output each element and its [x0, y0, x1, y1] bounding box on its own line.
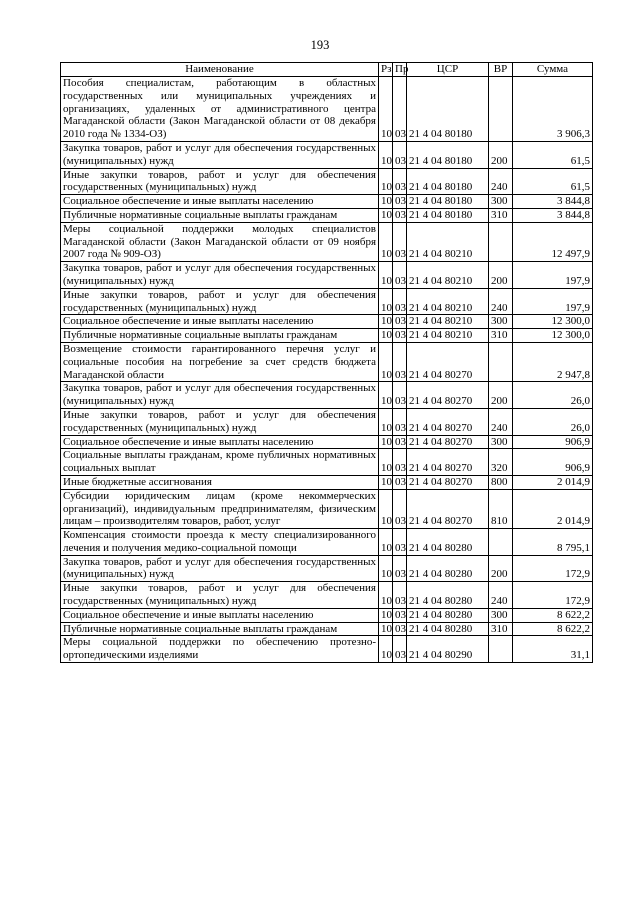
cell-rz: 10 — [379, 222, 393, 261]
cell-csr: 21 4 04 80180 — [407, 208, 489, 222]
cell-rz: 10 — [379, 195, 393, 209]
cell-rz: 10 — [379, 475, 393, 489]
column-header-name: Наименование — [61, 63, 379, 77]
table-row — [61, 408, 593, 435]
cell-rz: 10 — [379, 262, 393, 289]
cell-name: Иные закупки товаров, работ и услуг для обеспечения государственных (муниципальных) нужд — [61, 168, 379, 195]
column-header-csr: ЦСР — [407, 63, 489, 77]
table-row — [61, 475, 593, 489]
column-header-rz: Рз — [379, 63, 393, 77]
cell-rz: 10 — [379, 382, 393, 409]
cell-sum: 26,0 — [513, 382, 593, 409]
cell-rz: 10 — [379, 77, 393, 142]
cell-vr — [489, 77, 513, 142]
cell-name: Закупка товаров, работ и услуг для обеспечения государственных (муниципальных) нужд — [61, 262, 379, 289]
cell-vr — [489, 529, 513, 556]
cell-vr: 300 — [489, 315, 513, 329]
cell-name: Социальные выплаты гражданам, кроме публичных нормативных социальных выплат — [61, 449, 379, 476]
cell-vr: 310 — [489, 329, 513, 343]
cell-sum: 8 622,2 — [513, 608, 593, 622]
table-row — [61, 288, 593, 315]
cell-vr: 310 — [489, 208, 513, 222]
cell-vr: 300 — [489, 195, 513, 209]
column-header-sum: Сумма — [513, 63, 593, 77]
cell-name: Возмещение стоимости гарантированного перечня услуг и социальные пособия на погребение за счет средств бюджета Магаданской области — [61, 342, 379, 381]
table-row — [61, 342, 593, 381]
cell-pr: 03 — [393, 222, 407, 261]
cell-name: Компенсация стоимости проезда к месту специализированного лечения и получения медико-социальной помощи — [61, 529, 379, 556]
cell-rz: 10 — [379, 329, 393, 343]
cell-csr: 21 4 04 80180 — [407, 195, 489, 209]
cell-name: Закупка товаров, работ и услуг для обеспечения государственных (муниципальных) нужд — [61, 555, 379, 582]
cell-name: Закупка товаров, работ и услуг для обеспечения государственных (муниципальных) нужд — [61, 141, 379, 168]
cell-pr: 03 — [393, 77, 407, 142]
cell-pr: 03 — [393, 195, 407, 209]
cell-pr: 03 — [393, 555, 407, 582]
cell-pr: 03 — [393, 608, 407, 622]
table-row — [61, 435, 593, 449]
cell-rz: 10 — [379, 608, 393, 622]
table-row — [61, 329, 593, 343]
cell-pr: 03 — [393, 636, 407, 663]
cell-rz: 10 — [379, 208, 393, 222]
cell-name: Иные закупки товаров, работ и услуг для обеспечения государственных (муниципальных) нужд — [61, 582, 379, 609]
cell-sum: 31,1 — [513, 636, 593, 663]
table-row — [61, 582, 593, 609]
cell-sum: 8 622,2 — [513, 622, 593, 636]
cell-pr: 03 — [393, 582, 407, 609]
cell-rz: 10 — [379, 582, 393, 609]
cell-csr: 21 4 04 80270 — [407, 408, 489, 435]
cell-rz: 10 — [379, 449, 393, 476]
cell-csr: 21 4 04 80210 — [407, 329, 489, 343]
cell-sum: 3 844,8 — [513, 208, 593, 222]
cell-vr: 810 — [489, 489, 513, 528]
cell-rz: 10 — [379, 636, 393, 663]
cell-vr: 800 — [489, 475, 513, 489]
cell-sum: 3 844,8 — [513, 195, 593, 209]
table-row — [61, 382, 593, 409]
cell-sum: 8 795,1 — [513, 529, 593, 556]
cell-vr — [489, 636, 513, 663]
cell-rz: 10 — [379, 622, 393, 636]
cell-pr: 03 — [393, 408, 407, 435]
cell-rz: 10 — [379, 408, 393, 435]
cell-name: Иные бюджетные ассигнования — [61, 475, 379, 489]
cell-csr: 21 4 04 80290 — [407, 636, 489, 663]
table-row — [61, 636, 593, 663]
budget-table — [60, 62, 593, 663]
cell-vr: 200 — [489, 555, 513, 582]
table-row — [61, 449, 593, 476]
cell-rz: 10 — [379, 141, 393, 168]
table-row — [61, 208, 593, 222]
cell-name: Публичные нормативные социальные выплаты гражданам — [61, 329, 379, 343]
cell-csr: 21 4 04 80210 — [407, 222, 489, 261]
cell-name: Социальное обеспечение и иные выплаты населению — [61, 435, 379, 449]
table-row — [61, 141, 593, 168]
cell-vr: 240 — [489, 168, 513, 195]
cell-sum: 2 014,9 — [513, 489, 593, 528]
cell-name: Социальное обеспечение и иные выплаты населению — [61, 608, 379, 622]
cell-vr: 300 — [489, 608, 513, 622]
cell-rz: 10 — [379, 168, 393, 195]
cell-csr: 21 4 04 80270 — [407, 435, 489, 449]
cell-vr: 300 — [489, 435, 513, 449]
cell-name: Публичные нормативные социальные выплаты гражданам — [61, 208, 379, 222]
table-row — [61, 622, 593, 636]
cell-csr: 21 4 04 80180 — [407, 168, 489, 195]
cell-name: Социальное обеспечение и иные выплаты населению — [61, 195, 379, 209]
cell-sum: 197,9 — [513, 262, 593, 289]
cell-vr: 240 — [489, 408, 513, 435]
cell-pr: 03 — [393, 168, 407, 195]
table-row — [61, 77, 593, 142]
cell-csr: 21 4 04 80180 — [407, 141, 489, 168]
column-header-vr: ВР — [489, 63, 513, 77]
cell-sum: 26,0 — [513, 408, 593, 435]
cell-rz: 10 — [379, 529, 393, 556]
cell-sum: 2 014,9 — [513, 475, 593, 489]
cell-sum: 197,9 — [513, 288, 593, 315]
cell-sum: 172,9 — [513, 555, 593, 582]
cell-vr: 200 — [489, 141, 513, 168]
cell-rz: 10 — [379, 342, 393, 381]
cell-csr: 21 4 04 80280 — [407, 622, 489, 636]
cell-vr — [489, 222, 513, 261]
cell-name: Иные закупки товаров, работ и услуг для обеспечения государственных (муниципальных) нужд — [61, 288, 379, 315]
cell-vr: 200 — [489, 262, 513, 289]
cell-pr: 03 — [393, 141, 407, 168]
cell-sum: 61,5 — [513, 168, 593, 195]
table-body — [61, 77, 593, 663]
cell-vr: 320 — [489, 449, 513, 476]
cell-csr: 21 4 04 80180 — [407, 77, 489, 142]
table-row — [61, 222, 593, 261]
cell-pr: 03 — [393, 475, 407, 489]
cell-name: Пособия специалистам, работающим в областных государственных или муниципальных учреждениях и организациях, удаленных от административного центра Магаданской области (Закон Магаданской области от 08 декабря 2010 года № 1334-ОЗ) — [61, 77, 379, 142]
table-row — [61, 608, 593, 622]
cell-pr: 03 — [393, 622, 407, 636]
cell-pr: 03 — [393, 529, 407, 556]
cell-rz: 10 — [379, 555, 393, 582]
cell-csr: 21 4 04 80270 — [407, 449, 489, 476]
cell-csr: 21 4 04 80210 — [407, 288, 489, 315]
cell-csr: 21 4 04 80210 — [407, 262, 489, 289]
cell-vr: 200 — [489, 382, 513, 409]
column-header-pr: Пр — [393, 63, 407, 77]
table-row — [61, 195, 593, 209]
cell-sum: 12 300,0 — [513, 329, 593, 343]
cell-sum: 12 300,0 — [513, 315, 593, 329]
cell-pr: 03 — [393, 489, 407, 528]
cell-pr: 03 — [393, 262, 407, 289]
cell-name: Меры социальной поддержки по обеспечению протезно-ортопедическими изделиями — [61, 636, 379, 663]
cell-sum: 2 947,8 — [513, 342, 593, 381]
cell-pr: 03 — [393, 288, 407, 315]
cell-sum: 3 906,3 — [513, 77, 593, 142]
table-row — [61, 168, 593, 195]
table-row — [61, 489, 593, 528]
cell-pr: 03 — [393, 342, 407, 381]
table-header-row — [61, 63, 593, 77]
table-row — [61, 315, 593, 329]
cell-pr: 03 — [393, 435, 407, 449]
table-row — [61, 262, 593, 289]
cell-pr: 03 — [393, 315, 407, 329]
cell-sum: 61,5 — [513, 141, 593, 168]
table-row — [61, 529, 593, 556]
cell-name: Закупка товаров, работ и услуг для обеспечения государственных (муниципальных) нужд — [61, 382, 379, 409]
cell-rz: 10 — [379, 435, 393, 449]
cell-vr: 240 — [489, 582, 513, 609]
cell-name: Иные закупки товаров, работ и услуг для обеспечения государственных (муниципальных) нужд — [61, 408, 379, 435]
cell-csr: 21 4 04 80270 — [407, 489, 489, 528]
cell-sum: 906,9 — [513, 449, 593, 476]
cell-csr: 21 4 04 80280 — [407, 608, 489, 622]
cell-pr: 03 — [393, 449, 407, 476]
page-number: 193 — [310, 38, 330, 52]
cell-name: Меры социальной поддержки молодых специалистов Магаданской области (Закон Магаданской области от 09 ноября 2007 года № 909-ОЗ) — [61, 222, 379, 261]
cell-pr: 03 — [393, 382, 407, 409]
cell-sum: 12 497,9 — [513, 222, 593, 261]
cell-name: Субсидии юридическим лицам (кроме некоммерческих организаций), индивидуальным предпринимателям, физическим лицам – производителям товаров, работ, услуг — [61, 489, 379, 528]
cell-sum: 906,9 — [513, 435, 593, 449]
cell-name: Социальное обеспечение и иные выплаты населению — [61, 315, 379, 329]
cell-rz: 10 — [379, 489, 393, 528]
cell-csr: 21 4 04 80270 — [407, 382, 489, 409]
cell-sum: 172,9 — [513, 582, 593, 609]
cell-vr — [489, 342, 513, 381]
cell-csr: 21 4 04 80280 — [407, 529, 489, 556]
cell-rz: 10 — [379, 315, 393, 329]
cell-csr: 21 4 04 80270 — [407, 342, 489, 381]
cell-csr: 21 4 04 80280 — [407, 555, 489, 582]
cell-pr: 03 — [393, 329, 407, 343]
cell-csr: 21 4 04 80280 — [407, 582, 489, 609]
cell-pr: 03 — [393, 208, 407, 222]
cell-csr: 21 4 04 80270 — [407, 475, 489, 489]
cell-vr: 240 — [489, 288, 513, 315]
cell-name: Публичные нормативные социальные выплаты гражданам — [61, 622, 379, 636]
cell-rz: 10 — [379, 288, 393, 315]
table-row — [61, 555, 593, 582]
cell-vr: 310 — [489, 622, 513, 636]
cell-csr: 21 4 04 80210 — [407, 315, 489, 329]
